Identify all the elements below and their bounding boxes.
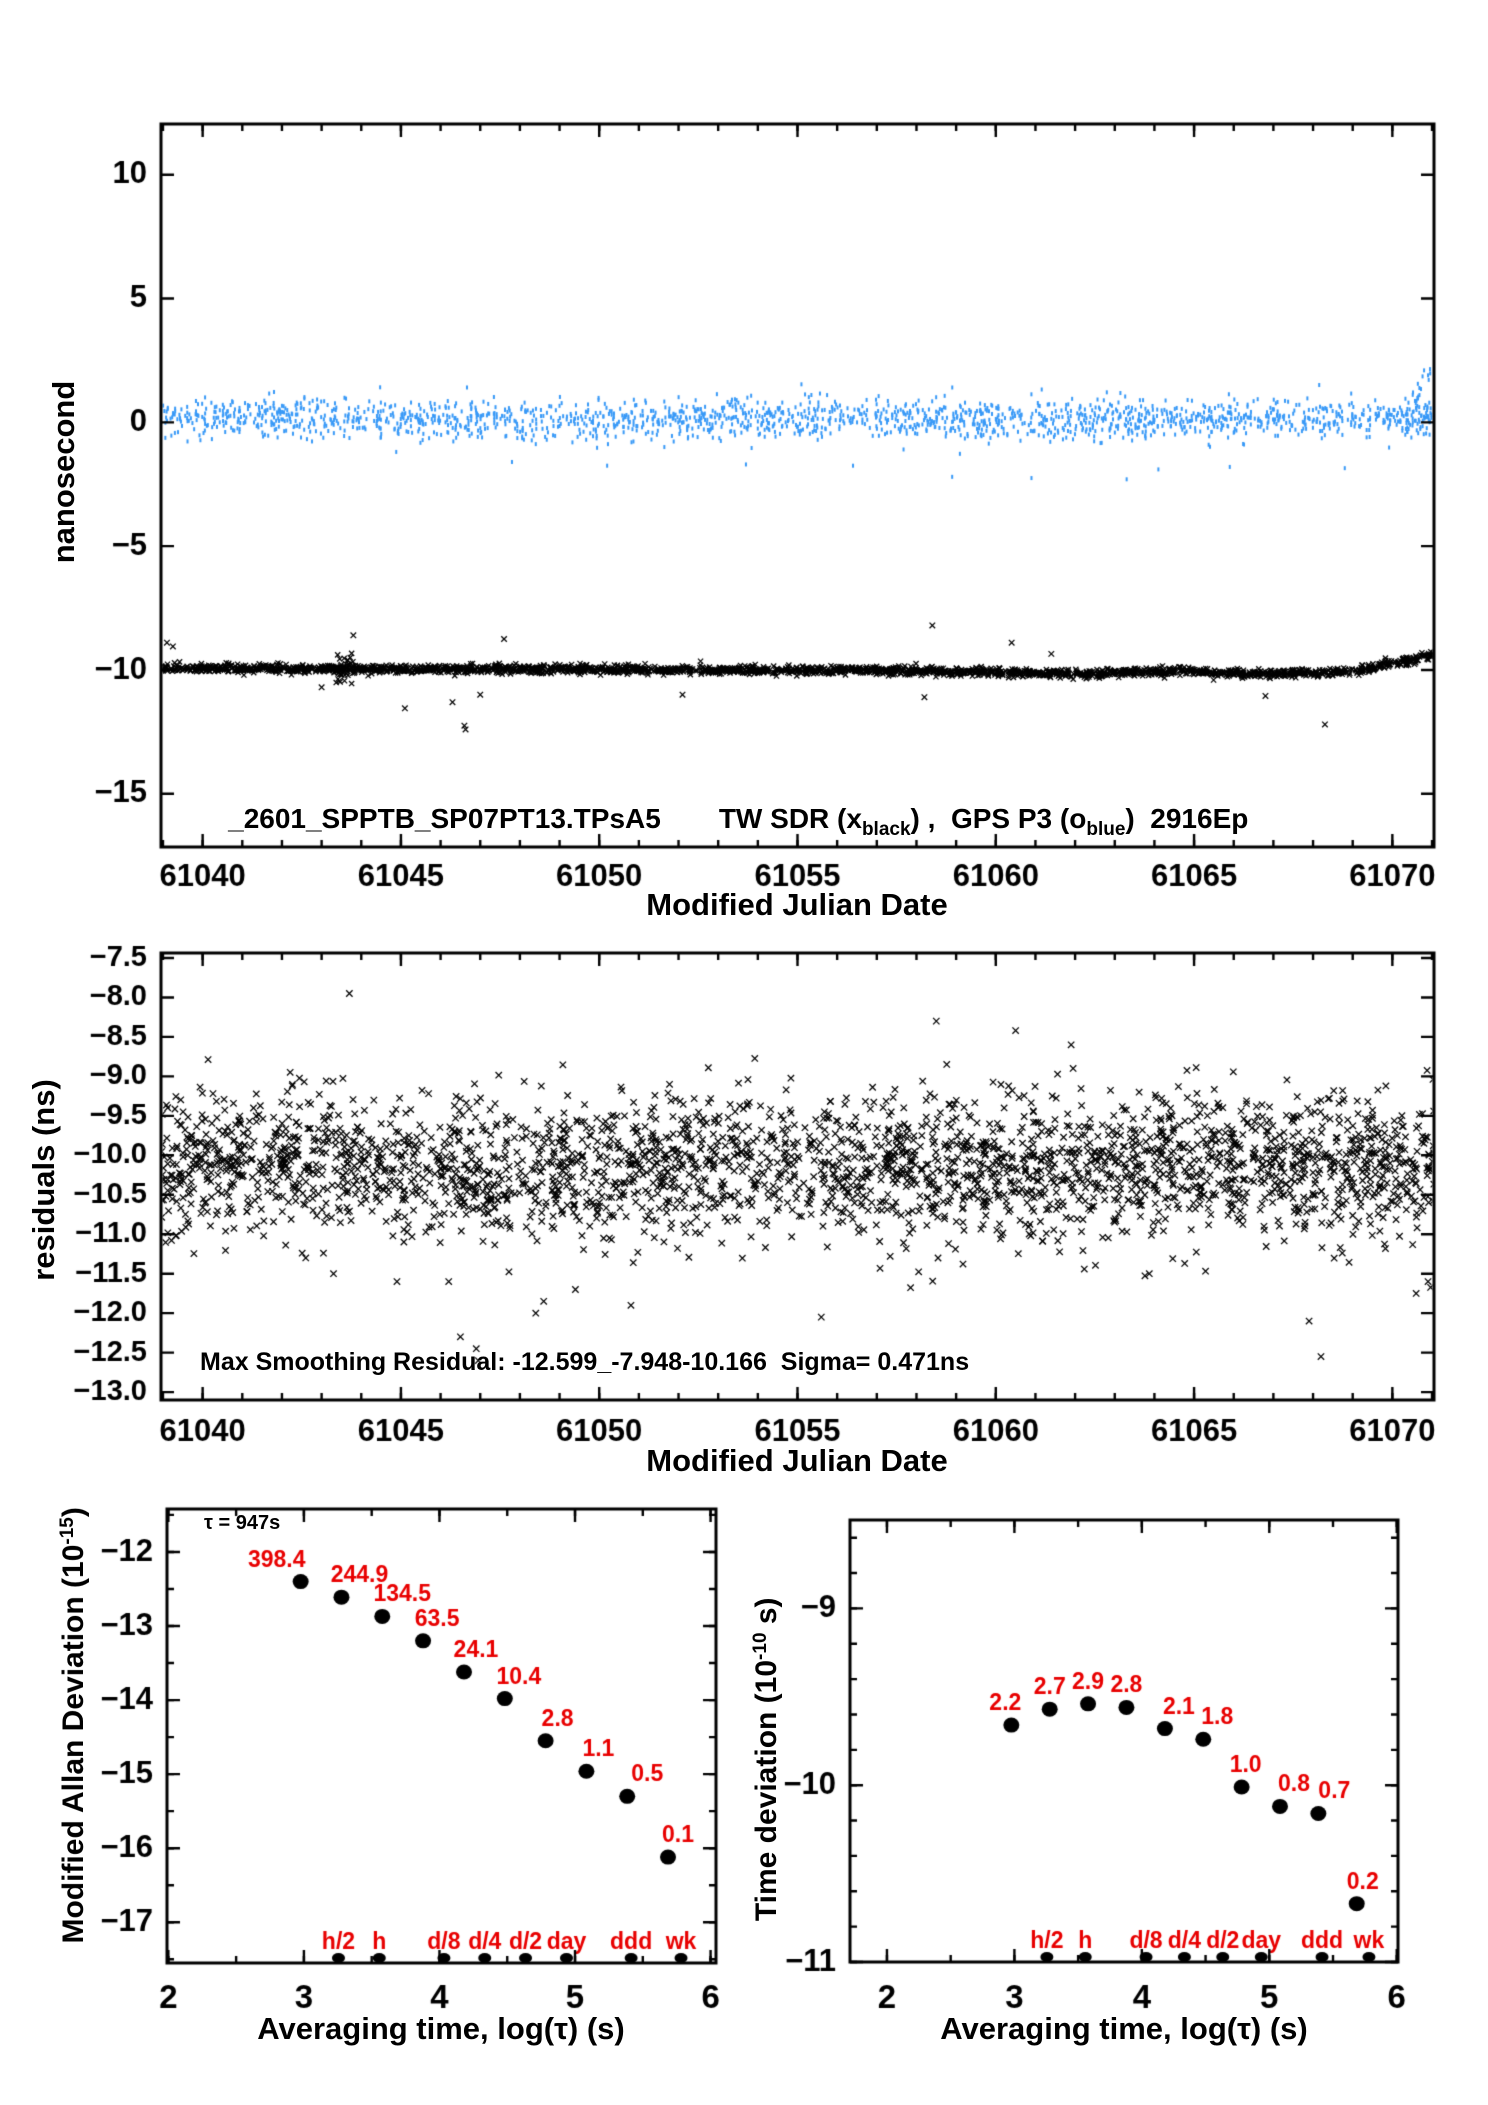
- mdev-y-title-text: Modified Allan Deviation (10: [57, 1544, 90, 1944]
- tdev-y-title-exponent: -10: [750, 1632, 771, 1660]
- series-separator: ) , GPS P3 (o: [910, 803, 1087, 834]
- mdev-y-title-close: ): [57, 1507, 90, 1518]
- tw-series-label: TW SDR (x: [718, 803, 862, 834]
- epoch-code: ) 2916Ep: [1125, 803, 1249, 834]
- mdev-y-title-exponent: -15: [57, 1517, 78, 1545]
- top-x-axis-title: Modified Julian Date: [646, 887, 948, 922]
- tdev-y-title-close: s): [750, 1597, 783, 1633]
- top-plot-title: [197, 771, 1248, 867]
- tw-series-subscript: black: [861, 819, 911, 840]
- mdev-x-axis-title: Averaging time, log(τ) (s): [257, 2011, 625, 2046]
- middle-y-axis-title: residuals (ns): [26, 1079, 61, 1281]
- middle-x-axis-title: Modified Julian Date: [646, 1443, 948, 1478]
- top-y-axis-title: nanosecond: [46, 380, 81, 564]
- tdev-x-axis-title: Averaging time, log(τ) (s): [940, 2011, 1308, 2046]
- smoothing-residual-annotation: Max Smoothing Residual: -12.599_-7.948-10.166 Sigma= 0.471ns: [200, 1348, 970, 1376]
- tau-annotation: τ = 947s: [204, 1512, 281, 1534]
- tdev-y-axis-title: [716, 1597, 818, 1954]
- dataset-filename: _2601_SPPTB_SP07PT13.TPsA5: [228, 803, 661, 834]
- mdev-y-axis-title: [23, 1507, 125, 1977]
- gps-series-subscript: blue: [1086, 819, 1126, 840]
- tdev-y-title-text: Time deviation (10: [750, 1659, 783, 1922]
